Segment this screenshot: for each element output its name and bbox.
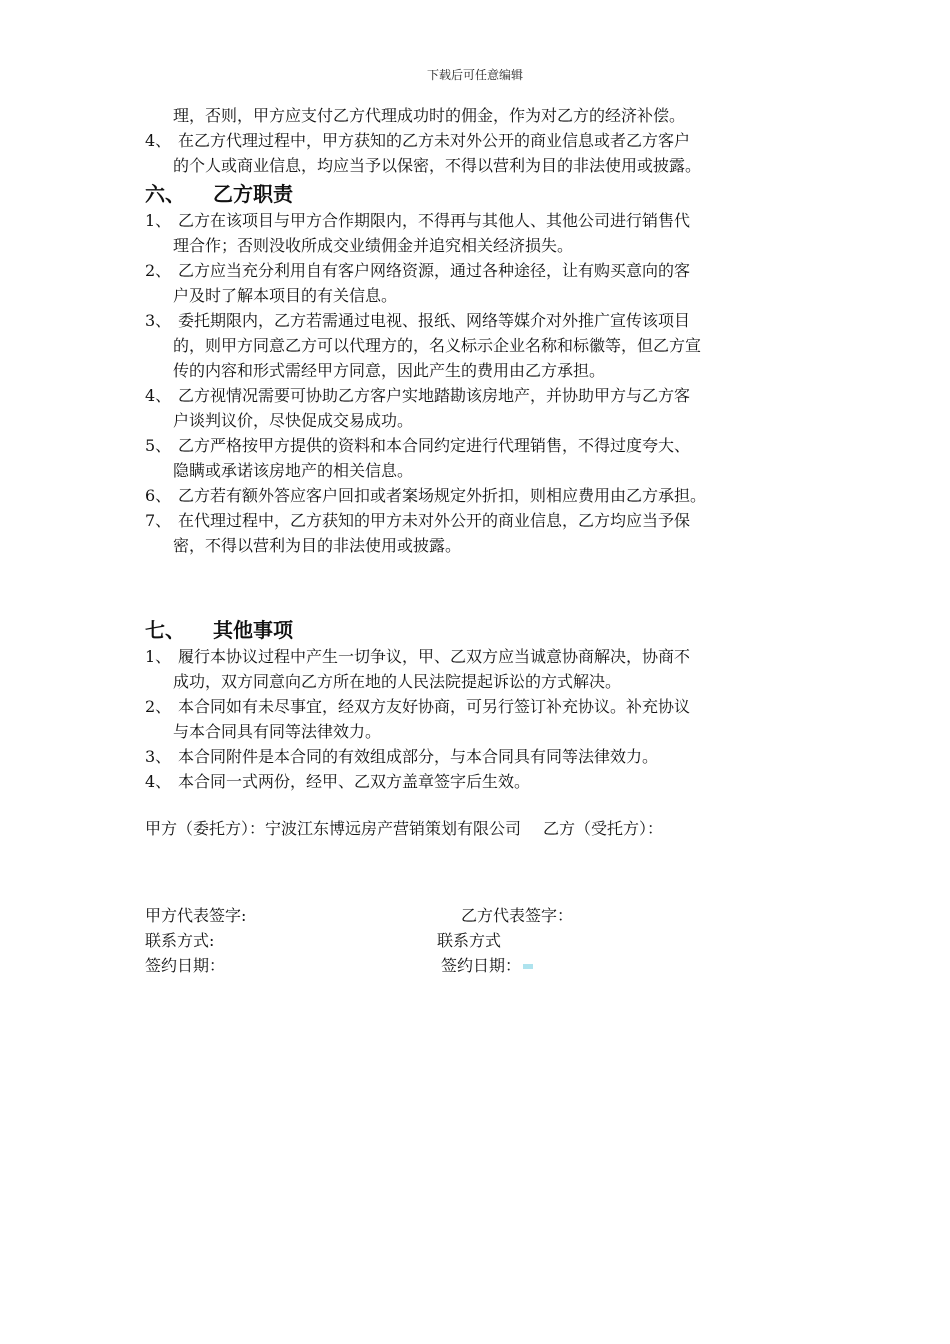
item-number: 4、 [145, 386, 172, 405]
cursor-marker [523, 964, 533, 969]
party-b: 乙方（受托方）： [543, 819, 664, 838]
item-line: 在代理过程中，乙方获知的甲方未对外公开的商业信息，乙方均应当予保 [178, 511, 691, 530]
section-7-item-4 [145, 769, 815, 794]
item-line: 在乙方代理过程中，甲方获知的乙方未对外公开的商业信息或者乙方客户 [178, 131, 691, 150]
item-number: 4、 [145, 772, 172, 791]
party-a-rep-label: 甲方代表签字: [145, 906, 247, 925]
item-number: 6、 [145, 486, 172, 505]
section-6-item-1 [145, 208, 815, 233]
item-number: 5、 [145, 436, 172, 455]
party-b-date-label: 签约日期： [441, 956, 522, 975]
section-7-items [145, 644, 815, 794]
item-number: 3、 [145, 747, 172, 766]
item-line: 乙方应当充分利用自有客户网络资源，通过各种途径，让有购买意向的客 [178, 261, 691, 280]
section-6-item-3 [145, 308, 815, 333]
item-number: 1、 [145, 647, 172, 666]
item-line: 传的内容和形式需经甲方同意，因此产生的费用由乙方承担。 [173, 361, 606, 380]
item-number: 2、 [145, 697, 172, 716]
section-title: 其他事项 [213, 618, 293, 642]
contract-body [145, 103, 815, 841]
section-title: 乙方职责 [213, 182, 293, 206]
parties-line [145, 816, 815, 841]
item-number: 7、 [145, 511, 172, 530]
item-line: 乙方视情况需要可协助乙方客户实地踏勘该房地产，并协助甲方与乙方客 [178, 386, 691, 405]
item-line: 乙方在该项目与甲方合作期限内，不得再与其他人、其他公司进行销售代 [178, 211, 691, 230]
section-6-item-2 [145, 258, 815, 283]
item-line: 本合同如有未尽事宜，经双方友好协商，可另行签订补充协议。补充协议 [178, 697, 691, 716]
item-line: 户谈判议价，尽快促成交易成功。 [173, 411, 414, 430]
item-line: 成功，双方同意向乙方所在地的人民法院提起诉讼的方式解决。 [173, 672, 622, 691]
header-note: 下载后可任意编辑 [426, 68, 523, 82]
item-number: 3、 [145, 311, 172, 330]
item-line: 履行本协议过程中产生一切争议，甲、乙双方应当诚意协商解决，协商不 [178, 647, 691, 666]
party-a-date-label: 签约日期： [145, 956, 226, 975]
party-b-rep-label: 乙方代表签字： [461, 906, 574, 925]
item-line: 乙方若有额外答应客户回扣或者案场规定外折扣，则相应费用由乙方承担。 [178, 486, 707, 505]
item-number: 4、 [145, 131, 172, 150]
item-number: 2、 [145, 261, 172, 280]
section-7-item-2 [145, 694, 815, 719]
party-a-contact-label: 联系方式: [145, 931, 215, 950]
intro-continuation: 理，否则，甲方应支付乙方代理成功时的佣金，作为对乙方的经济补偿。 [173, 106, 686, 125]
item-line: 理合作；否则没收所成交业绩佣金并追究相关经济损失。 [173, 236, 574, 255]
item-text [178, 128, 815, 153]
item-line: 隐瞒或承诺该房地产的相关信息。 [173, 461, 414, 480]
item-number: 1、 [145, 211, 172, 230]
item-line: 乙方严格按甲方提供的资料和本合同约定进行代理销售，不得过度夸大、 [178, 436, 691, 455]
intro-item-4 [145, 128, 815, 153]
section-7-item-1 [145, 644, 815, 669]
item-line: 本合同附件是本合同的有效组成部分，与本合同具有同等法律效力。 [178, 747, 659, 766]
section-7-heading [145, 616, 815, 644]
signature-block [145, 903, 573, 978]
item-line: 户及时了解本项目的有关信息。 [173, 286, 398, 305]
section-6-item-7 [145, 508, 815, 533]
section-6-item-4 [145, 383, 815, 408]
item-line: 本合同一式两份，经甲、乙双方盖章签字后生效。 [178, 772, 531, 791]
section-number: 六、 [145, 182, 185, 206]
item-line: 的，则甲方同意乙方可以代理方的，名义标示企业名称和标徽等，但乙方宣 [173, 336, 702, 355]
section-number: 七、 [145, 618, 185, 642]
item-line: 密，不得以营利为目的非法使用或披露。 [173, 536, 462, 555]
section-6-items [145, 208, 815, 558]
item-line: 委托期限内，乙方若需通过电视、报纸、网络等媒介对外推广宣传该项目 [178, 311, 691, 330]
party-a: 甲方（委托方）：宁波江东博远房产营销策划有限公司 [145, 819, 522, 838]
party-b-contact-label: 联系方式 [437, 931, 502, 950]
item-line: 的个人或商业信息，均应当予以保密，不得以营利为目的非法使用或披露。 [173, 156, 702, 175]
section-7-item-3 [145, 744, 815, 769]
section-6-heading [145, 180, 815, 208]
section-6-item-6 [145, 483, 815, 508]
section-6-item-5 [145, 433, 815, 458]
item-line: 与本合同具有同等法律效力。 [173, 722, 382, 741]
